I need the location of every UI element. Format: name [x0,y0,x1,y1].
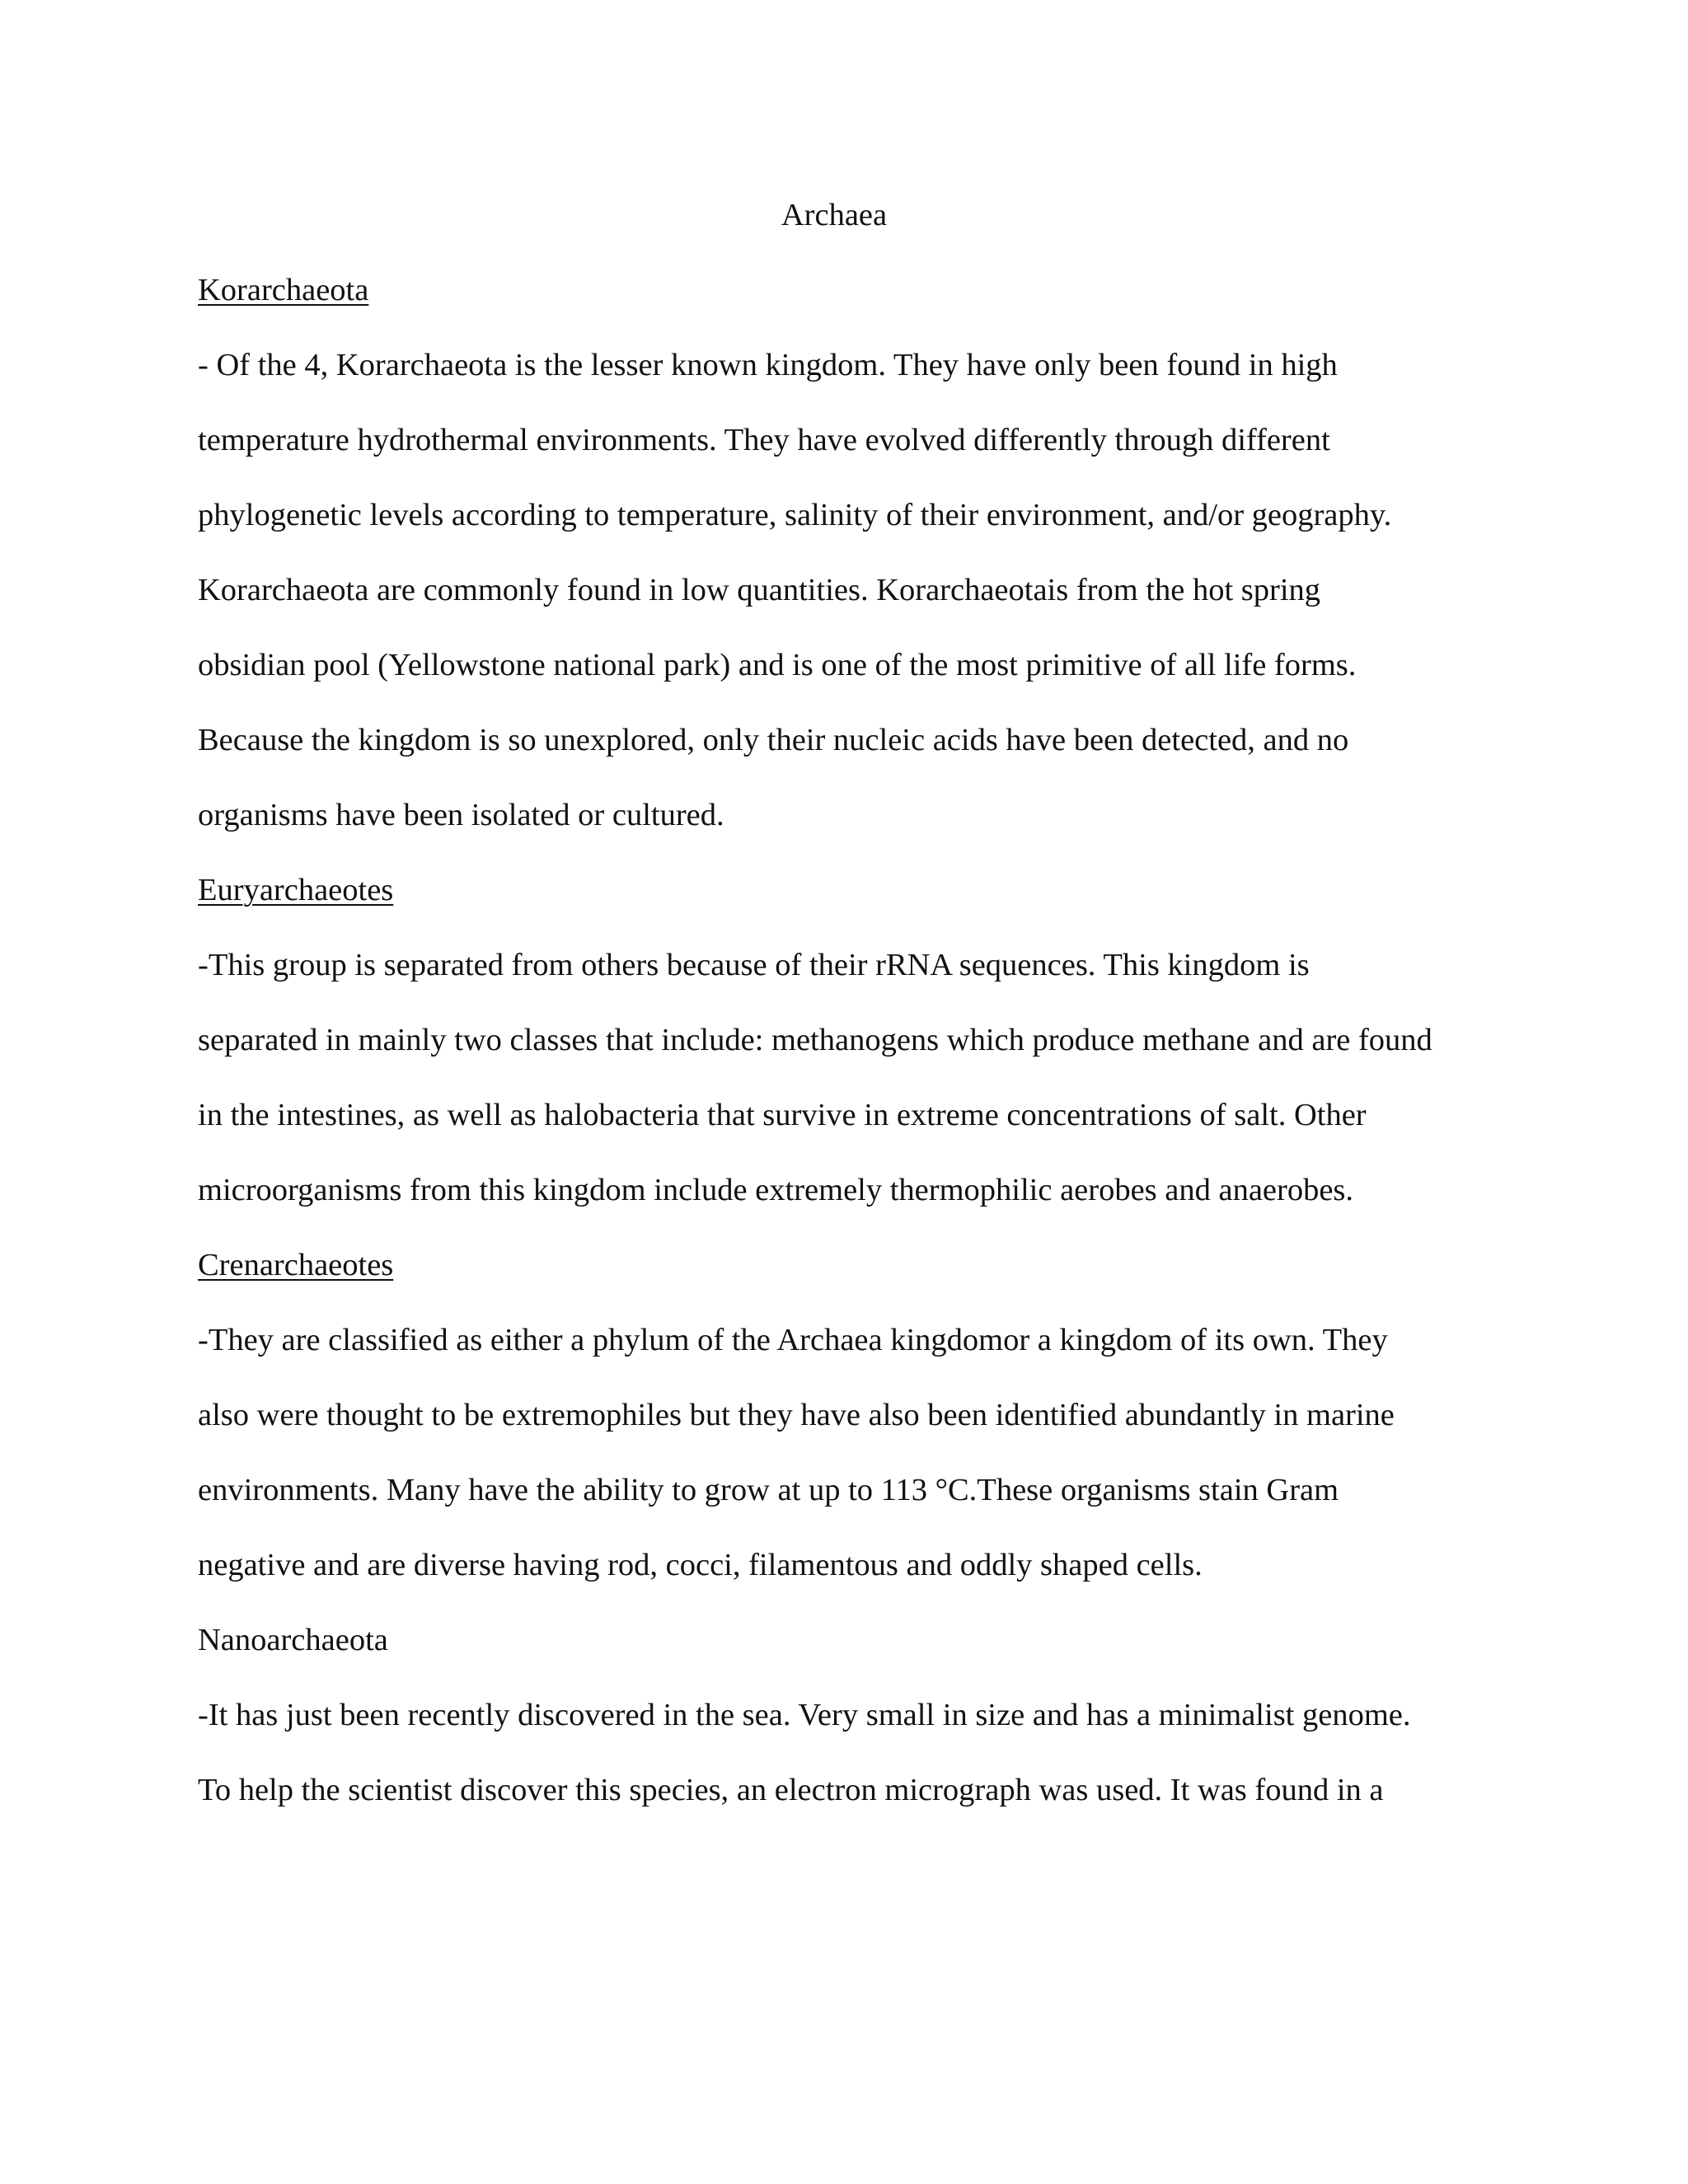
paragraph-line: negative and are diverse having rod, cocci, filamentous and oddly shaped cells. [198,1548,1203,1582]
paragraph-line: environments. Many have the ability to grow at up to 113 °C.These organisms stain Gram [198,1473,1339,1507]
paragraph-line: -This group is separated from others because of their rRNA sequences. This kingdom is [198,948,1310,982]
section-heading-nanoarchaeota: Nanoarchaeota [198,1623,388,1657]
paragraph-line: also were thought to be extremophiles but they have also been identified abundantly in marine [198,1398,1395,1432]
section-heading-crenarchaeotes: Crenarchaeotes [198,1248,394,1282]
paragraph-line: -They are classified as either a phylum of the Archaea kingdomor a kingdom of its own. They [198,1323,1388,1357]
paragraph-line: microorganisms from this kingdom include extremely thermophilic aerobes and anaerobes. [198,1173,1354,1207]
paragraph-line: To help the scientist discover this species, an electron micrograph was used. It was found in a [198,1773,1384,1807]
paragraph-line: in the intestines, as well as halobacteria that survive in extreme concentrations of salt. Other [198,1098,1367,1132]
paragraph-line: -It has just been recently discovered in the sea. Very small in size and has a minimalist genome. [198,1698,1411,1732]
paragraph-line: organisms have been isolated or cultured. [198,798,724,832]
section-heading-korarchaeota: Korarchaeota [198,273,369,307]
paragraph-line: separated in mainly two classes that include: methanogens which produce methane and are found [198,1023,1432,1057]
paragraph-line: temperature hydrothermal environments. They have evolved differently through different [198,423,1330,457]
paragraph-line: Because the kingdom is so unexplored, only their nucleic acids have been detected, and no [198,723,1349,757]
paragraph-line: obsidian pool (Yellowstone national park) and is one of the most primitive of all life forms. [198,648,1357,682]
paragraph-line: phylogenetic levels according to temperature, salinity of their environment, and/or geography. [198,498,1392,532]
document-title: Archaea [781,198,888,232]
paragraph-line: Korarchaeota are commonly found in low quantities. Korarchaeotais from the hot spring [198,573,1321,607]
section-heading-euryarchaeotes: Euryarchaeotes [198,873,394,907]
paragraph-line: - Of the 4, Korarchaeota is the lesser known kingdom. They have only been found in high [198,348,1338,382]
